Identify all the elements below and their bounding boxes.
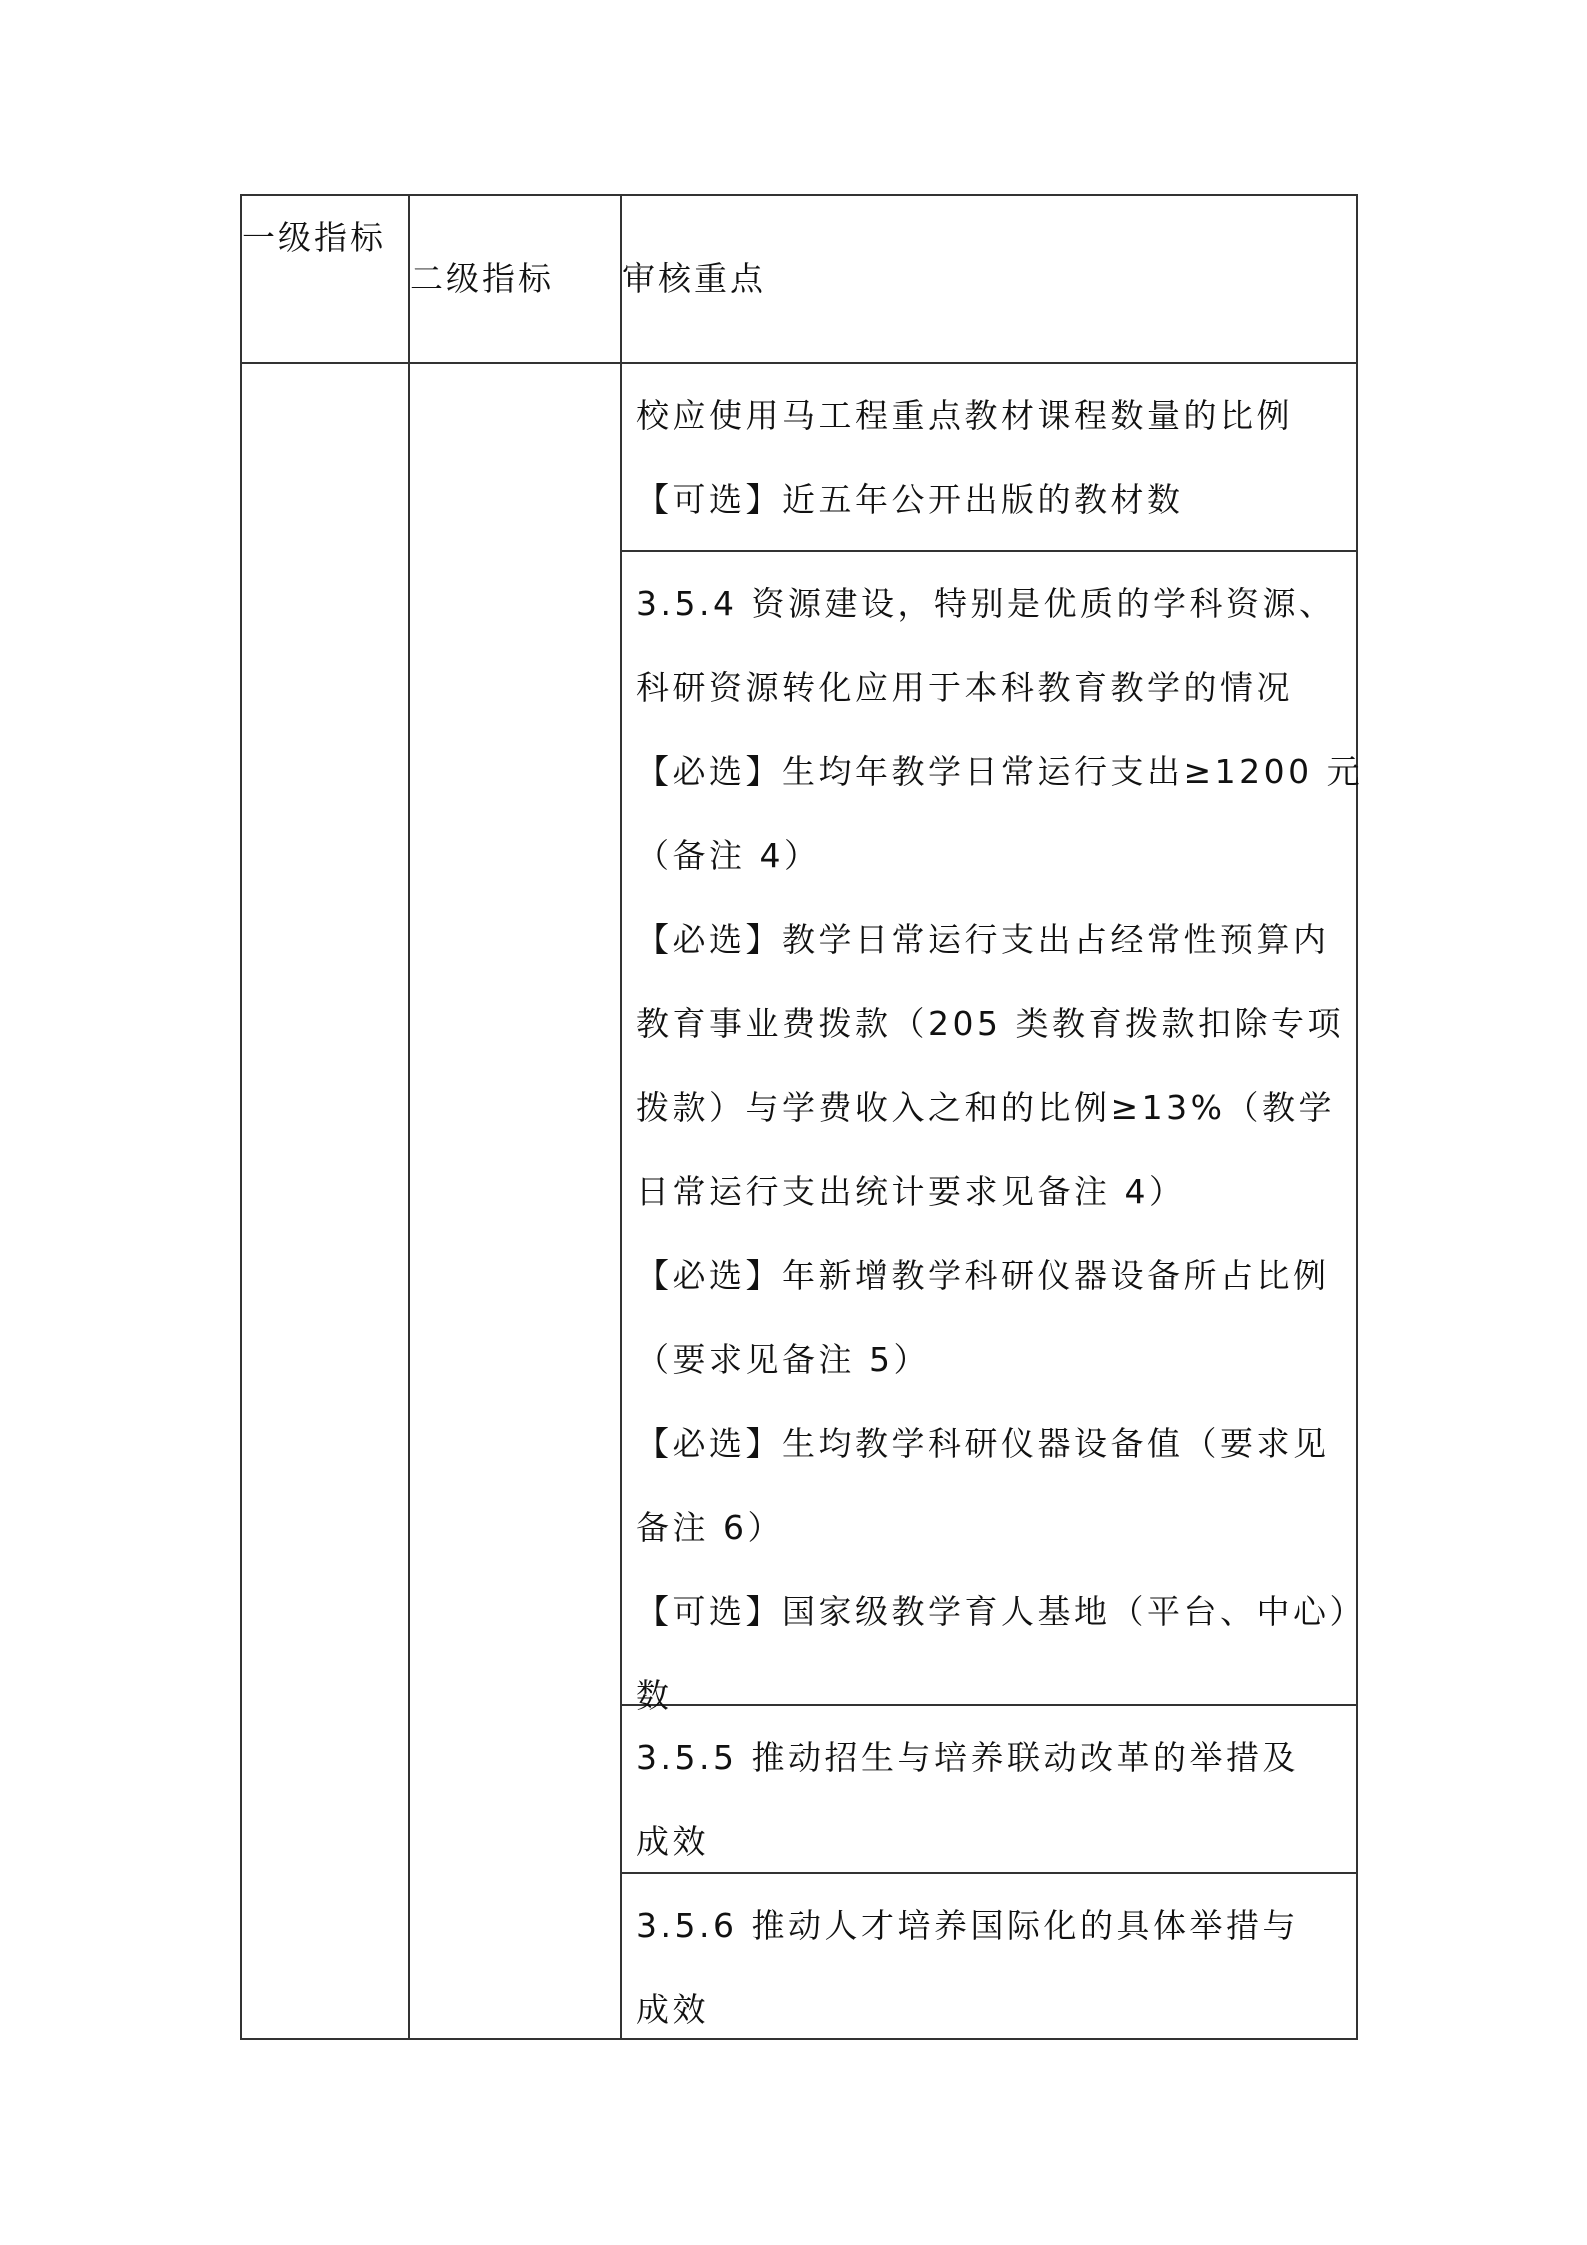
table-header-row xyxy=(241,195,1357,363)
focus-line: 拨款）与学费收入之和的比例≥13%（教学 xyxy=(636,1088,1335,1127)
focus-line: 科研资源转化应用于本科教育教学的情况 xyxy=(636,668,1293,707)
focus-segment-3-5-5 xyxy=(622,1704,1356,1872)
focus-segment-3-5-6 xyxy=(622,1872,1356,2038)
focus-line: 备注 6） xyxy=(636,1508,784,1547)
focus-line: 校应使用马工程重点教材课程数量的比例 xyxy=(636,396,1293,435)
focus-line: 日常运行支出统计要求见备注 4） xyxy=(636,1172,1186,1211)
focus-line: 【必选】生均教学科研仪器设备值（要求见 xyxy=(636,1424,1330,1463)
review-focus-cell xyxy=(621,363,1366,2039)
focus-line: 3.5.4 资源建设，特别是优质的学科资源、 xyxy=(636,584,1336,623)
focus-line: （要求见备注 5） xyxy=(636,1340,930,1379)
header-level2-indicator: 二级指标 xyxy=(409,195,621,363)
level1-indicator-cell xyxy=(241,363,409,2039)
header-level1-indicator: 一级指标 xyxy=(241,195,409,363)
focus-line: 成效 xyxy=(636,1990,709,2029)
focus-line: 【必选】教学日常运行支出占经常性预算内 xyxy=(636,920,1330,959)
focus-line: 3.5.6 推动人才培养国际化的具体举措与 xyxy=(636,1906,1299,1945)
focus-line: 【可选】近五年公开出版的教材数 xyxy=(636,480,1184,519)
focus-line: 【可选】国家级教学育人基地（平台、中心） xyxy=(636,1592,1366,1631)
focus-line: （备注 4） xyxy=(636,836,821,875)
focus-line: 教育事业费拨款（205 类教育拨款扣除专项 xyxy=(636,1004,1344,1043)
focus-line: 【必选】生均年教学日常运行支出≥1200 元 xyxy=(636,752,1364,791)
level2-indicator-cell xyxy=(409,363,621,2039)
focus-line: 【必选】年新增教学科研仪器设备所占比例 xyxy=(636,1256,1330,1295)
header-review-focus: 审核重点 xyxy=(621,195,1357,363)
focus-line: 成效 xyxy=(636,1822,709,1861)
focus-line: 3.5.5 推动招生与培养联动改革的举措及 xyxy=(636,1738,1299,1777)
focus-segment-3-5-4 xyxy=(622,550,1366,1715)
focus-line: 数 xyxy=(636,1676,673,1715)
table-body-row xyxy=(241,363,1357,2039)
review-criteria-table xyxy=(240,194,1366,2040)
focus-segment-textbooks xyxy=(622,364,1356,550)
